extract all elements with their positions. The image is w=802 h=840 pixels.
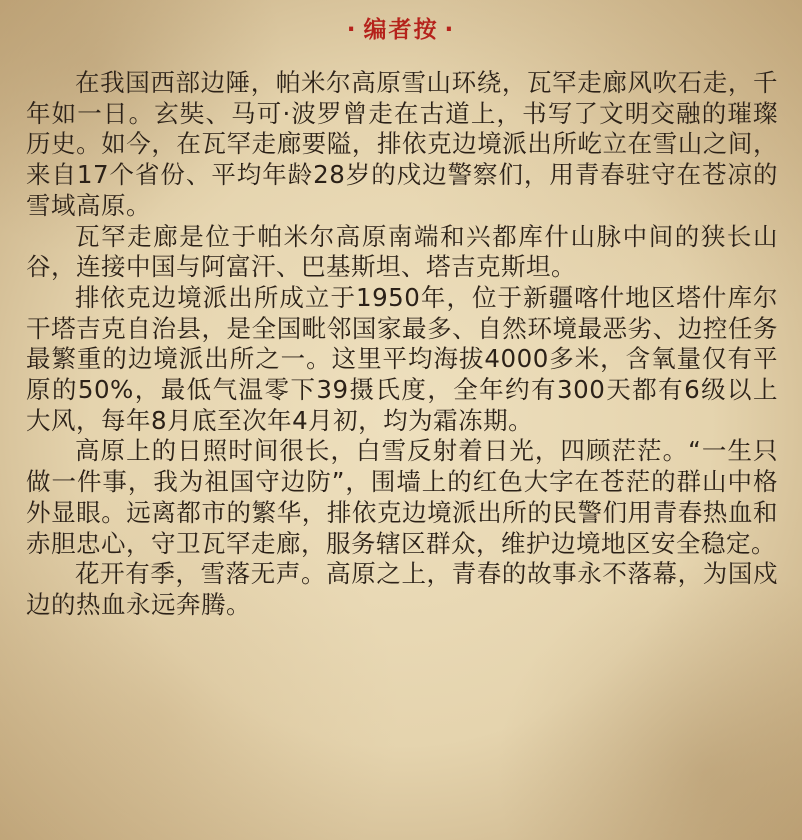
title-text: 编者按	[363, 17, 439, 43]
title-dot-right: ·	[444, 17, 456, 43]
paragraph-1: 在我国西部边陲，帕米尔高原雪山环绕，瓦罕走廊风吹石走，千年如一日。玄奘、马可·波罗曾走在古道上，书写了文明交融的璀璨历史。如今，在瓦罕走廊要隘，排依克边境派出所屹立在雪山之间，来自17个省份、平均年龄28岁的戍边警察们，用青春驻守在苍凉的雪域高原。	[26, 68, 778, 220]
paragraph-3: 排依克边境派出所成立于1950年，位于新疆喀什地区塔什库尔干塔吉克自治县，是全国毗邻国家最多、自然环境最恶劣、边控任务最繁重的边境派出所之一。这里平均海拔4000多米，含氧量仅有平原的50%，最低气温零下39摄氏度，全年约有300天都有6级以上大风，每年8月底至次年4月初，均为霜冻期。	[26, 282, 778, 435]
page-title	[0, 14, 802, 46]
paragraph-2: 瓦罕走廊是位于帕米尔高原南端和兴都库什山脉中间的狭长山谷，连接中国与阿富汗、巴基斯坦、塔吉克斯坦。	[26, 221, 778, 282]
paragraph-5: 花开有季，雪落无声。高原之上，青春的故事永不落幕，为国戍边的热血永远奔腾。	[26, 559, 778, 619]
article-body	[26, 68, 778, 621]
title-dot-left: ·	[346, 17, 358, 43]
paragraph-4: 高原上的日照时间很长，白雪反射着日光，四顾茫茫。“一生只做一件事，我为祖国守边防”，围墙上的红色大字在苍茫的群山中格外显眼。远离都市的繁华，排依克边境派出所的民警们用青春热血和赤胆忠心，守卫瓦罕走廊，服务辖区群众，维护边境地区安全稳定。	[26, 436, 778, 558]
